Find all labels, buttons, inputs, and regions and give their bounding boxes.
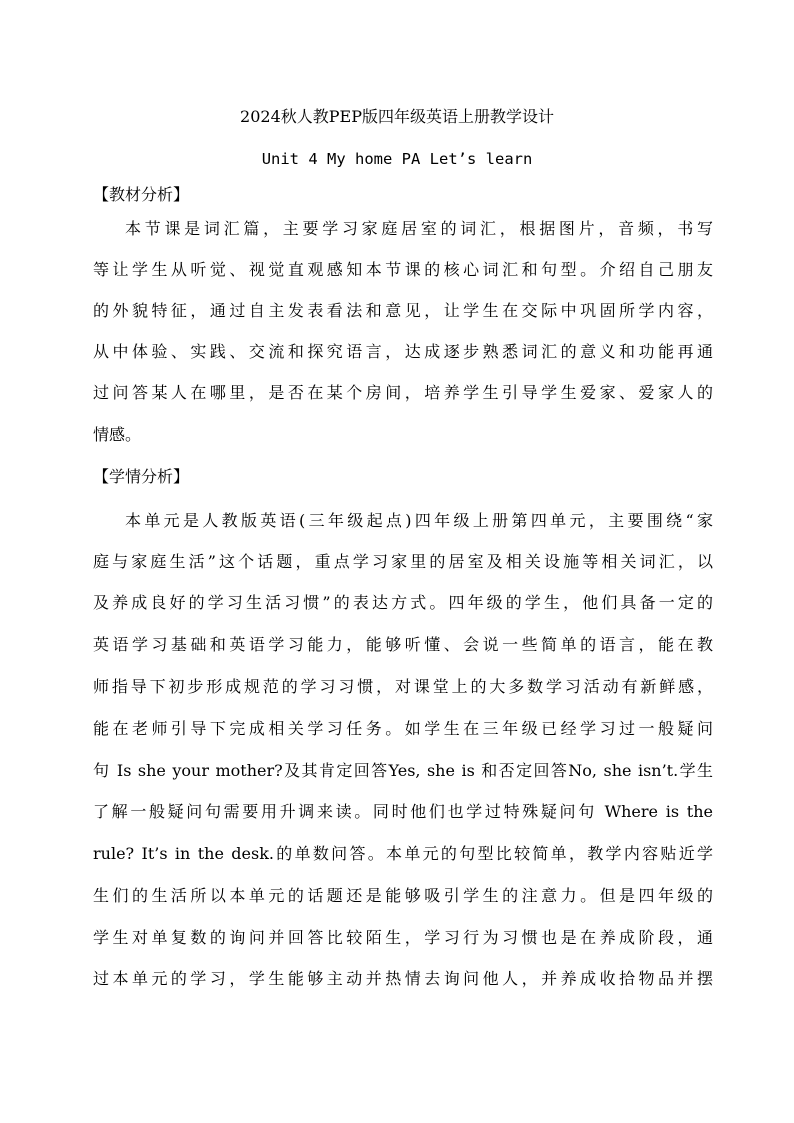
paragraph-line: 了解一般疑问句需要用升调来读。同时他们也学过特殊疑问句 Where is the [93, 802, 713, 821]
document-subtitle: Unit 4 My home PA Let’s learn [261, 150, 533, 168]
paragraph-line: 本节课是词汇篇，主要学习家庭居室的词汇，根据图片，音频，书写 [125, 219, 713, 238]
paragraph-line: 本单元是人教版英语(三年级起点)四年级上册第四单元，主要围绕“家 [125, 511, 713, 530]
paragraph-line: 等让学生从听觉、视觉直观感知本节课的核心词汇和句型。介绍自己朋友 [93, 260, 713, 279]
paragraph-line: 情感。 [93, 425, 142, 444]
document-title: 2024秋人教PEP版四年级英语上册教学设计 [240, 107, 554, 126]
paragraph-line: 英语学习基础和英语学习能力，能够听懂、会说一些简单的语言，能在教 [93, 635, 713, 654]
paragraph-line: 师指导下初步形成规范的学习习惯，对课堂上的大多数学习活动有新鲜感， [93, 677, 713, 696]
paragraph-line: 能在老师引导下完成相关学习任务。如学生在三年级已经学习过一般疑问 [93, 719, 713, 738]
paragraph-line: 过本单元的学习，学生能够主动并热情去询问他人，并养成收拾物品并摆 [93, 969, 713, 988]
paragraph-line: 从中体验、实践、交流和探究语言，达成逐步熟悉词汇的意义和功能再通 [93, 342, 713, 361]
paragraph-line: 庭与家庭生活”这个话题，重点学习家里的居室及相关设施等相关词汇，以 [93, 552, 713, 571]
paragraph-line: 句 Is she your mother?及其肯定回答Yes, she is 和否定回答No, she isn’t.学生 [93, 761, 713, 780]
section-heading-textbook-analysis: 【教材分析】 [93, 185, 190, 204]
paragraph-line: 的外貌特征，通过自主发表看法和意见，让学生在交际中巩固所学内容， [93, 301, 713, 320]
paragraph-line: 过问答某人在哪里，是否在某个房间，培养学生引导学生爱家、爱家人的 [93, 383, 713, 402]
paragraph-line: rule? It’s in the desk.的单数问答。本单元的句型比较简单，教学内容贴近学 [93, 844, 713, 863]
paragraph-line: 学生对单复数的询问并回答比较陌生，学习行为习惯也是在养成阶段，通 [93, 928, 713, 947]
paragraph-line: 及养成良好的学习生活习惯”的表达方式。四年级的学生，他们具备一定的 [93, 593, 713, 612]
section-heading-student-analysis: 【学情分析】 [93, 467, 190, 486]
paragraph-line: 生们的生活所以本单元的话题还是能够吸引学生的注意力。但是四年级的 [93, 886, 713, 905]
